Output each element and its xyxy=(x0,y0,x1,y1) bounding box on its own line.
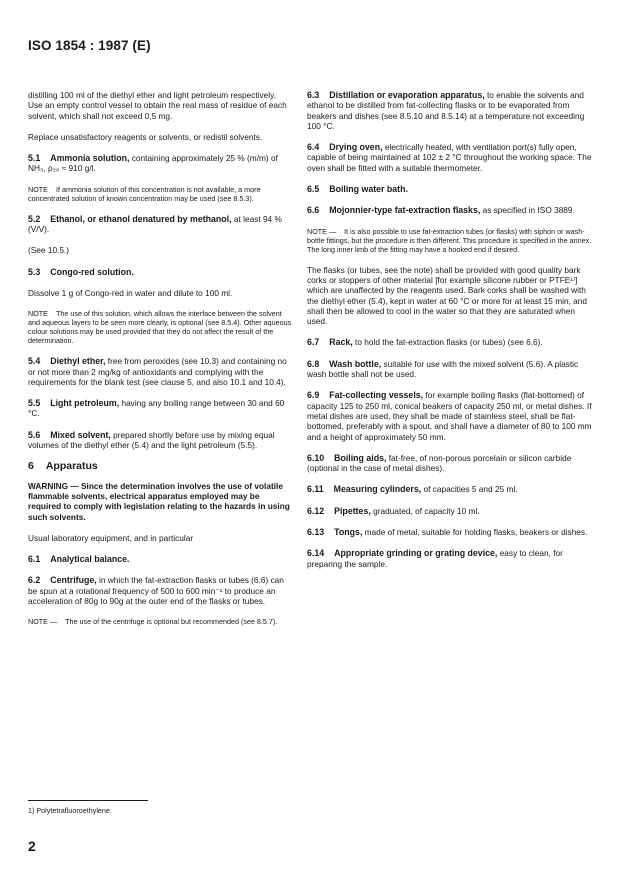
paragraph: (See 10.5.) xyxy=(28,245,70,256)
clause-5-4 xyxy=(28,356,292,387)
clause-number: 6.8 xyxy=(307,358,320,369)
paragraph: distilling 100 ml of the diethyl ether and light petroleum respectively. Use an empty control vessel to obtain the real mass of residue of each solvent, which shall not exceed 0,5 mg. xyxy=(28,90,287,121)
clause-number: 5.1 xyxy=(28,153,41,164)
clause-6-12 xyxy=(307,506,592,516)
page-number: 2 xyxy=(28,838,36,854)
clause-title: Appropriate grinding or grating device, xyxy=(334,548,498,559)
clause-title: Boiling water bath. xyxy=(329,184,408,195)
clause-text: containing approximately 25 % (m/m) of NH₃, ρ₂₀ ≈ 910 g/l. xyxy=(28,153,278,174)
clause-text: to enable the solvents and ethanol to be distilled from fat-collecting flasks or to be evaporated from beakers and dishes (see 8.5.10 and 8.5.14) at a temperature not exceeding 100 °C. xyxy=(307,90,585,131)
clause-text: in which the fat-extraction flasks or tubes (6.6) can be spun at a rotational frequency of 500 to 600 min⁻¹ to produce an acceleration of 80g to 90g at the outer end of the flasks or tubes. xyxy=(28,575,284,607)
clause-title: Ammonia solution, xyxy=(50,153,130,164)
clause-title: Analytical balance. xyxy=(50,554,130,565)
clause-title: Pipettes, xyxy=(334,505,371,516)
note-prefix: NOTE — xyxy=(28,617,58,627)
clause-number: 5.5 xyxy=(28,398,41,409)
clause-6-11 xyxy=(307,484,592,494)
clause-6-2 xyxy=(28,575,292,606)
clause-title: Congo-red solution. xyxy=(50,266,134,277)
clause-text: easy to clean, for preparing the sample. xyxy=(307,548,563,569)
clause-number: 6.4 xyxy=(307,142,320,153)
clause-text: as specified in ISO 3889. xyxy=(482,205,575,216)
clause-number: 6.2 xyxy=(28,575,41,586)
clause-title: Centrifuge, xyxy=(50,575,97,586)
clause-title: Distillation or evaporation apparatus, xyxy=(329,90,485,100)
clause-number: 6.9 xyxy=(307,390,320,401)
section-number: 6 xyxy=(28,460,34,473)
clause-text: to hold the fat-extraction flasks (or tubes) (see 6.6). xyxy=(355,337,543,348)
note xyxy=(28,617,292,626)
clause-text: of capacities 5 and 25 ml. xyxy=(423,484,518,495)
clause-title: Ethanol, or ethanol denatured by methanol, xyxy=(50,213,232,224)
clause-6-9 xyxy=(307,390,592,441)
clause-text: fat-free, of non-porous porcelain or silicon carbide (optional in the case of metal dishes). xyxy=(307,452,572,474)
clause-number: 6.5 xyxy=(307,184,320,195)
clause-5-6 xyxy=(28,430,292,451)
note-prefix: NOTE xyxy=(28,309,48,319)
note-text: The use of the centrifuge is optional but recommended (see 8.5.7). xyxy=(65,617,278,627)
clause-number: 6.11 xyxy=(307,484,324,495)
note xyxy=(28,185,292,203)
clause-title: Rack, xyxy=(329,337,353,348)
left-column xyxy=(28,90,292,637)
clause-6-14 xyxy=(307,548,592,569)
note-text: The use of this solution, which allows the interface between the solvent and aqueous layers to be seen more clearly, is optional (see 8.5.4). Other aqueous colour solutions may be used provided that they do not affect the result of the determination. xyxy=(28,309,292,346)
clause-title: Mixed solvent, xyxy=(50,429,111,440)
clause-6-7 xyxy=(307,337,592,347)
clause-6-10 xyxy=(307,453,592,474)
footnote: 1) Polytetrafluoroethylene. xyxy=(28,806,112,815)
clause-5-3 xyxy=(28,267,292,277)
clause-title: Drying oven, xyxy=(329,142,383,153)
clause-number: 6.14 xyxy=(307,548,325,559)
clause-number: 5.4 xyxy=(28,356,41,367)
clause-6-6 xyxy=(307,205,592,215)
clause-text: graduated, of capacity 10 ml. xyxy=(373,505,480,516)
document-header: ISO 1854 : 1987 (E) xyxy=(28,38,151,53)
clause-number: 6.6 xyxy=(307,205,320,216)
clause-title: Mojonnier-type fat-extraction flasks, xyxy=(329,205,481,216)
clause-text: free from peroxides (see 10.3) and containing no or not more than 2 mg/kg of antioxidants and complying with the requirements for the blank test (see clause 5, and also 10.1 and 10.4). xyxy=(28,356,287,387)
clause-6-5 xyxy=(307,184,592,194)
clause-title: Measuring cylinders, xyxy=(333,484,422,495)
clause-number: 6.7 xyxy=(307,337,320,348)
clause-title: Wash bottle, xyxy=(329,358,382,369)
note-prefix: NOTE xyxy=(28,184,48,194)
clause-6-3 xyxy=(307,90,592,131)
footnote-rule xyxy=(28,800,148,801)
note-text: It is also possible to use fat-extraction tubes (or flasks) with siphon or wash-bottle fittings, but the procedure is then different. This procedure is specified in the annex. The long inner limb of the fitting may have a hooked end if desired. xyxy=(307,226,592,254)
clause-6-13 xyxy=(307,527,592,537)
paragraph: Dissolve 1 g of Congo-red in water and dilute to 100 ml. xyxy=(28,287,233,298)
clause-text: made of metal, suitable for holding flasks, beakers or dishes. xyxy=(364,527,588,538)
clause-6-1 xyxy=(28,554,292,564)
note xyxy=(28,309,292,345)
paragraph: Usual laboratory equipment, and in particular xyxy=(28,532,194,543)
clause-5-1 xyxy=(28,153,292,174)
section-6-heading xyxy=(28,461,292,471)
clause-number: 5.3 xyxy=(28,266,41,277)
clause-number: 6.1 xyxy=(28,554,41,565)
clause-6-8 xyxy=(307,359,592,380)
clause-text: at least 94 % (V/V). xyxy=(28,213,282,235)
clause-5-5 xyxy=(28,398,292,419)
clause-number: 5.6 xyxy=(28,429,41,440)
note-text: If ammonia solution of this concentration is not available, a more concentrated solution of known concentration may be used (see 8.5.3). xyxy=(28,184,261,203)
warning: WARNING — Since the determination involves the use of volatile flammable solvents, electrical apparatus employed may be required to comply with legislation relating to the hazards in using such solvents. xyxy=(28,480,290,522)
note xyxy=(307,227,592,254)
clause-text: having any boiling range between 30 and 60 °C. xyxy=(28,398,285,419)
clause-title: Tongs, xyxy=(334,527,363,538)
paragraph: Replace unsatisfactory reagents or solvents, or redistil solvents. xyxy=(28,131,263,142)
clause-title: Boiling aids, xyxy=(334,452,387,463)
clause-number: 6.10 xyxy=(307,452,325,463)
clause-title: Fat-collecting vessels, xyxy=(329,390,424,401)
clause-text: electrically heated, with ventilation port(s) fully open, capable of being maintained at 102 ± 2 °C throughout the working space. The oven shall be fitted with a suitable thermometer. xyxy=(307,142,592,173)
clause-6-4 xyxy=(307,142,592,173)
clause-text: prepared shortly before use by mixing equal volumes of the diethyl ether (5.4) and the light petroleum (5.5). xyxy=(28,429,275,451)
clause-number: 6.3 xyxy=(307,90,320,100)
section-title: Apparatus xyxy=(45,460,98,473)
clause-5-2 xyxy=(28,214,292,235)
clause-title: Light petroleum, xyxy=(50,398,120,409)
note-prefix: NOTE — xyxy=(307,226,337,236)
clause-text: suitable for use with the mixed solvent (5.6). A plastic wash bottle shall not be used. xyxy=(307,358,579,380)
clause-text: for example boiling flasks (flat-bottomed) of capacity 125 to 250 ml, conical beakers of capacity 250 ml, or metal dishes. If metal dishes are used, they shall be made of stainless steel, shall be flat-bottomed, preferably with a spout, and shall have a diameter of 80 to 100 mm and a height of approximately 50 mm. xyxy=(307,390,592,442)
clause-number: 5.2 xyxy=(28,213,41,224)
clause-title: Diethyl ether, xyxy=(50,356,106,367)
clause-number: 6.13 xyxy=(307,527,325,538)
right-column xyxy=(307,90,592,580)
paragraph: The flasks (or tubes, see the note) shall be provided with good quality bark corks or stoppers of other material [for example silicone rubber or PTFE¹⁾] which are unaffected by the reagents used. Bark corks shall be washed with the diethyl ether (5.4), kept in water at 60 °C or more for at least 15 min, and shall then be allowed to cool in the water so that they are saturated when used. xyxy=(307,264,588,327)
clause-number: 6.12 xyxy=(307,505,325,516)
